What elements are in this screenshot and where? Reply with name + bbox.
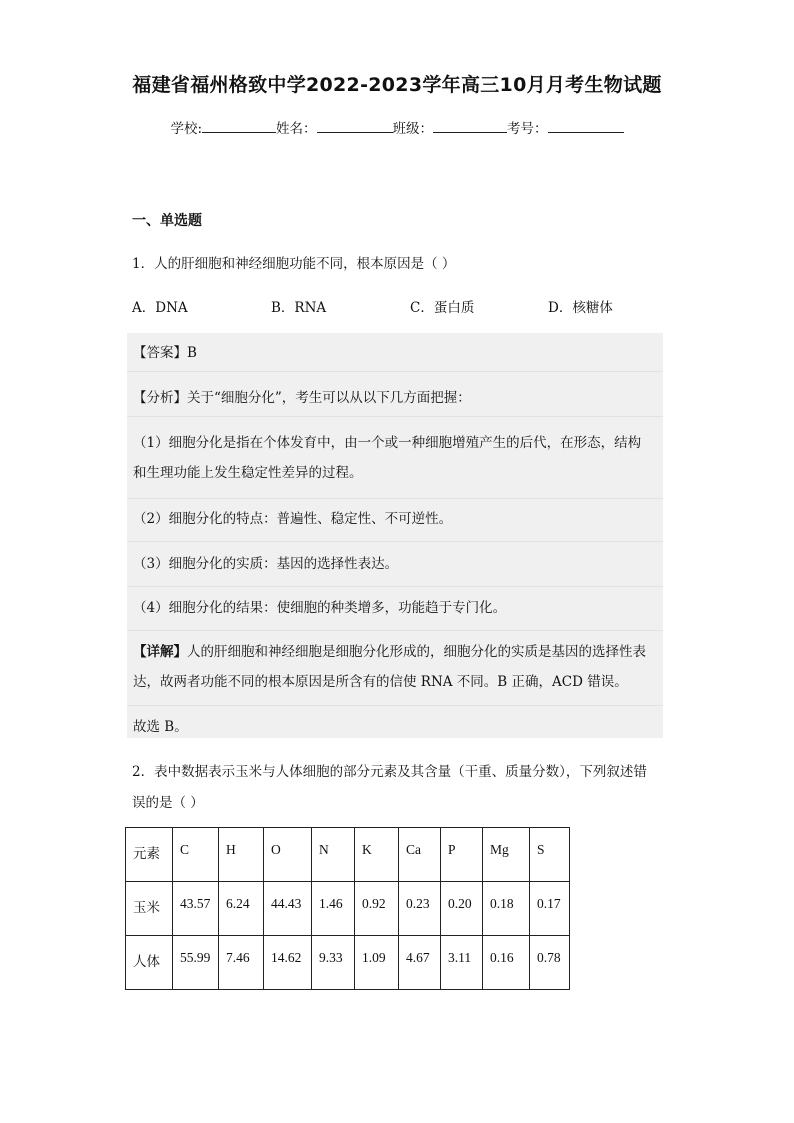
element-content-table xyxy=(125,827,570,990)
table-header-cell: C xyxy=(173,828,219,882)
analysis-line xyxy=(133,386,657,406)
table-cell: 0.23 xyxy=(399,882,441,936)
table-cell: 3.11 xyxy=(441,936,483,990)
table-header-cell: 元素 xyxy=(126,828,173,882)
detail-label: 【详解】 xyxy=(133,644,187,660)
question-1-stem: 1．人的肝细胞和神经细胞功能不同，根本原因是（ ） xyxy=(132,256,456,272)
separator xyxy=(127,541,663,542)
answer-line xyxy=(133,341,657,361)
table-cell: 0.20 xyxy=(441,882,483,936)
table-cell: 9.33 xyxy=(312,936,355,990)
table-cell: 55.99 xyxy=(173,936,219,990)
q1-option-c: C．蛋白质 xyxy=(410,300,475,316)
table-cell: 0.92 xyxy=(355,882,399,936)
exam-number-label: 考号： xyxy=(507,121,548,137)
class-label: 班级： xyxy=(392,121,434,137)
table-cell: 0.78 xyxy=(530,936,570,990)
name-blank[interactable] xyxy=(317,118,393,133)
detail-text-1: 人的肝细胞和神经细胞是细胞分化形成的，细胞分化的实质是基因的选择性表 xyxy=(187,644,646,660)
answer-value: B xyxy=(187,345,197,361)
q1-option-b: B．RNA xyxy=(271,300,327,316)
table-header-cell: Ca xyxy=(399,828,441,882)
separator xyxy=(127,371,663,372)
q1-option-a: A．DNA xyxy=(132,300,188,316)
question-2-stem-line-1: 2．表中数据表示玉米与人体细胞的部分元素及其含量（干重、质量分数），下列叙述错 xyxy=(132,764,647,780)
separator xyxy=(127,630,663,631)
separator xyxy=(127,416,663,417)
table-cell: 0.16 xyxy=(483,936,530,990)
analysis-text: 关于“细胞分化”，考生可以从以下几方面把握： xyxy=(187,390,471,406)
student-info-line xyxy=(0,117,794,137)
table-header-row xyxy=(126,828,570,882)
table-header-cell: O xyxy=(264,828,312,882)
class-blank[interactable] xyxy=(433,118,507,133)
analysis-label: 【分析】 xyxy=(133,390,187,406)
table-row xyxy=(126,936,570,990)
table-header-cell: P xyxy=(441,828,483,882)
answer-analysis-box xyxy=(127,333,663,738)
separator xyxy=(127,586,663,587)
separator xyxy=(127,705,663,706)
table-header-cell: H xyxy=(219,828,264,882)
table-row xyxy=(126,882,570,936)
table-cell: 6.24 xyxy=(219,882,264,936)
table-cell: 0.18 xyxy=(483,882,530,936)
section-heading: 一、单选题 xyxy=(132,213,202,229)
table-header-cell: S xyxy=(530,828,570,882)
analysis-point-1a: （1）细胞分化是指在个体发育中，由一个或一种细胞增殖产生的后代，在形态，结构 xyxy=(133,435,642,451)
analysis-point-2: （2）细胞分化的特点：普遍性、稳定性、不可逆性。 xyxy=(133,511,453,527)
analysis-point-1b: 和生理功能上发生稳定性差异的过程。 xyxy=(133,465,363,481)
analysis-point-3: （3）细胞分化的实质：基因的选择性表达。 xyxy=(133,556,399,572)
q1-option-d: D．核糖体 xyxy=(548,300,613,316)
detail-line-2: 达，故两者功能不同的根本原因是所含有的信使 RNA 不同。B 正确，ACD 错误。 xyxy=(133,674,628,690)
school-blank[interactable] xyxy=(202,118,276,133)
table-cell: 7.46 xyxy=(219,936,264,990)
table-header-cell: Mg xyxy=(483,828,530,882)
table-cell: 1.46 xyxy=(312,882,355,936)
question-2-stem-line-2: 误的是（ ） xyxy=(132,795,204,811)
table-cell: 玉米 xyxy=(126,882,173,936)
page-title: 福建省福州格致中学2022-2023学年高三10月月考生物试题 xyxy=(132,74,662,96)
detail-line-1 xyxy=(133,640,657,660)
exam-number-blank[interactable] xyxy=(548,118,624,133)
table-cell: 1.09 xyxy=(355,936,399,990)
school-label: 学校: xyxy=(170,121,203,137)
conclusion-line: 故选 B。 xyxy=(133,719,188,735)
table-cell: 44.43 xyxy=(264,882,312,936)
table-cell: 14.62 xyxy=(264,936,312,990)
separator xyxy=(127,498,663,499)
table-cell: 0.17 xyxy=(530,882,570,936)
name-label: 姓名： xyxy=(276,121,317,137)
analysis-point-4: （4）细胞分化的结果：使细胞的种类增多，功能趋于专门化。 xyxy=(133,600,507,616)
table-header-cell: K xyxy=(355,828,399,882)
table-header-cell: N xyxy=(312,828,355,882)
table-cell: 43.57 xyxy=(173,882,219,936)
answer-label: 【答案】 xyxy=(133,345,187,361)
table-cell: 人体 xyxy=(126,936,173,990)
table-cell: 4.67 xyxy=(399,936,441,990)
